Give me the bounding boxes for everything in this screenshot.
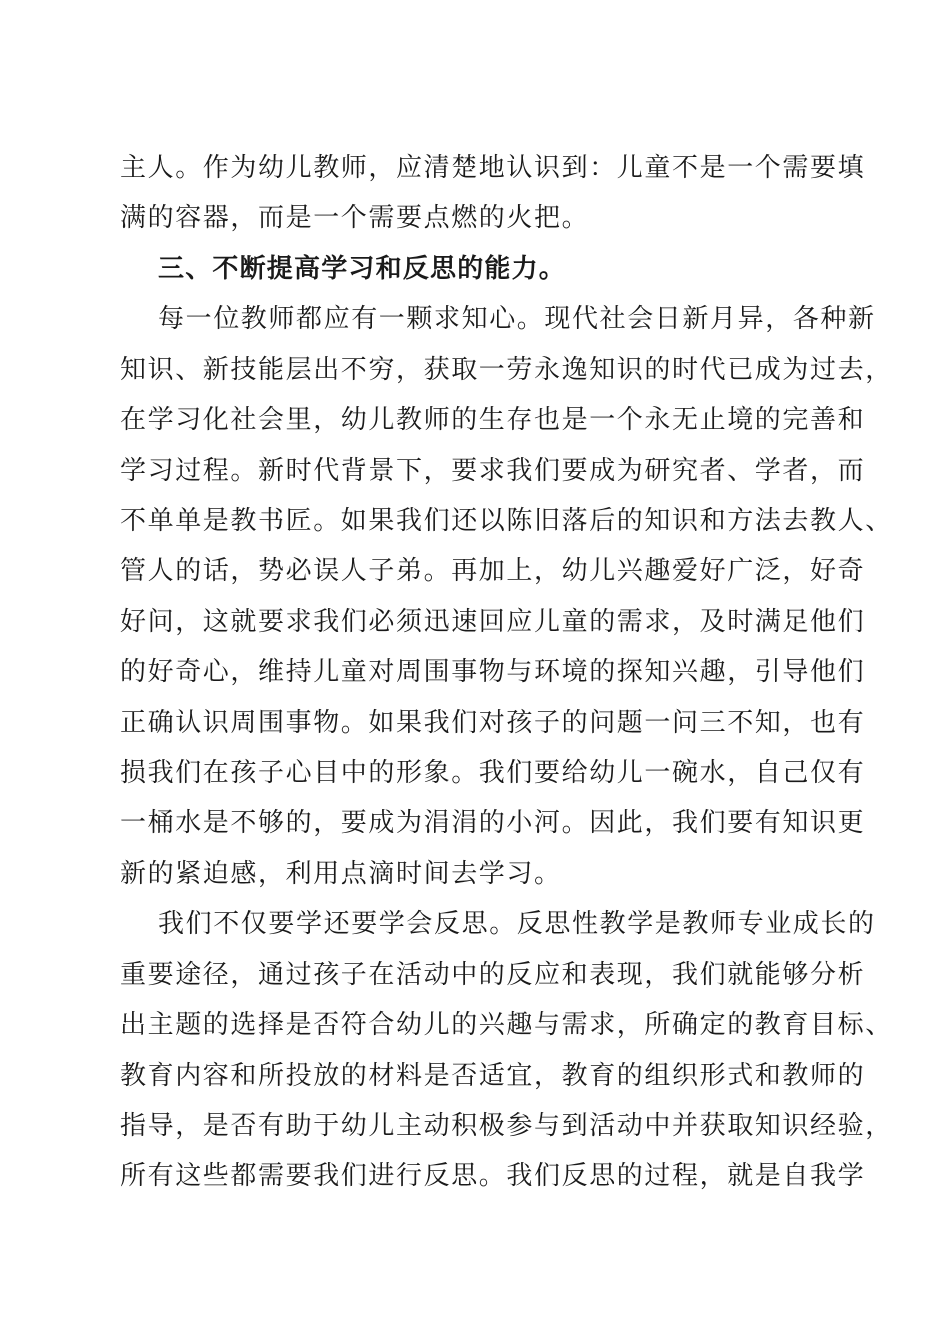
text-line: 知识、新技能层出不穷，获取一劳永逸知识的时代已成为过去， (120, 355, 893, 385)
text-line: 一桶水是不够的，要成为涓涓的小河。因此，我们要有知识更 (120, 808, 866, 838)
text-line: 好问，这就要求我们必须迅速回应儿童的需求，及时满足他们 (120, 607, 866, 637)
text-line: 主人。作为幼儿教师，应清楚地认识到：儿童不是一个需要填 (120, 153, 866, 183)
text-line: 我们不仅要学还要学会反思。反思性教学是教师专业成长的 (158, 909, 876, 939)
text-line: 新的紧迫感，利用点滴时间去学习。 (120, 859, 562, 889)
text-line: 学习过程。新时代背景下，要求我们要成为研究者、学者，而 (120, 456, 866, 486)
text-line: 的好奇心，维持儿童对周围事物与环境的探知兴趣，引导他们 (120, 657, 866, 687)
text-line: 每一位教师都应有一颗求知心。现代社会日新月异，各种新 (158, 304, 876, 334)
text-line: 正确认识周围事物。如果我们对孩子的问题一问三不知，也有 (120, 708, 866, 738)
text-line: 不单单是教书匠。如果我们还以陈旧落后的知识和方法去教人、 (120, 506, 893, 536)
text-line: 指导，是否有助于幼儿主动积极参与到活动中并获取知识经验， (120, 1111, 893, 1141)
section-heading: 三、不断提高学习和反思的能力。 (158, 254, 567, 284)
text-line: 重要途径，通过孩子在活动中的反应和表现，我们就能够分析 (120, 960, 866, 990)
text-line: 出主题的选择是否符合幼儿的兴趣与需求，所确定的教育目标、 (120, 1010, 893, 1040)
text-line: 管人的话，势必误人子弟。再加上，幼儿兴趣爱好广泛，好奇 (120, 556, 866, 586)
text-line: 所有这些都需要我们进行反思。我们反思的过程，就是自我学 (120, 1161, 866, 1191)
text-line: 损我们在孩子心目中的形象。我们要给幼儿一碗水，自己仅有 (120, 758, 866, 788)
text-line: 在学习化社会里，幼儿教师的生存也是一个永无止境的完善和 (120, 405, 866, 435)
text-line: 满的容器，而是一个需要点燃的火把。 (120, 203, 590, 233)
text-line: 教育内容和所投放的材料是否适宜，教育的组织形式和教师的 (120, 1061, 866, 1091)
